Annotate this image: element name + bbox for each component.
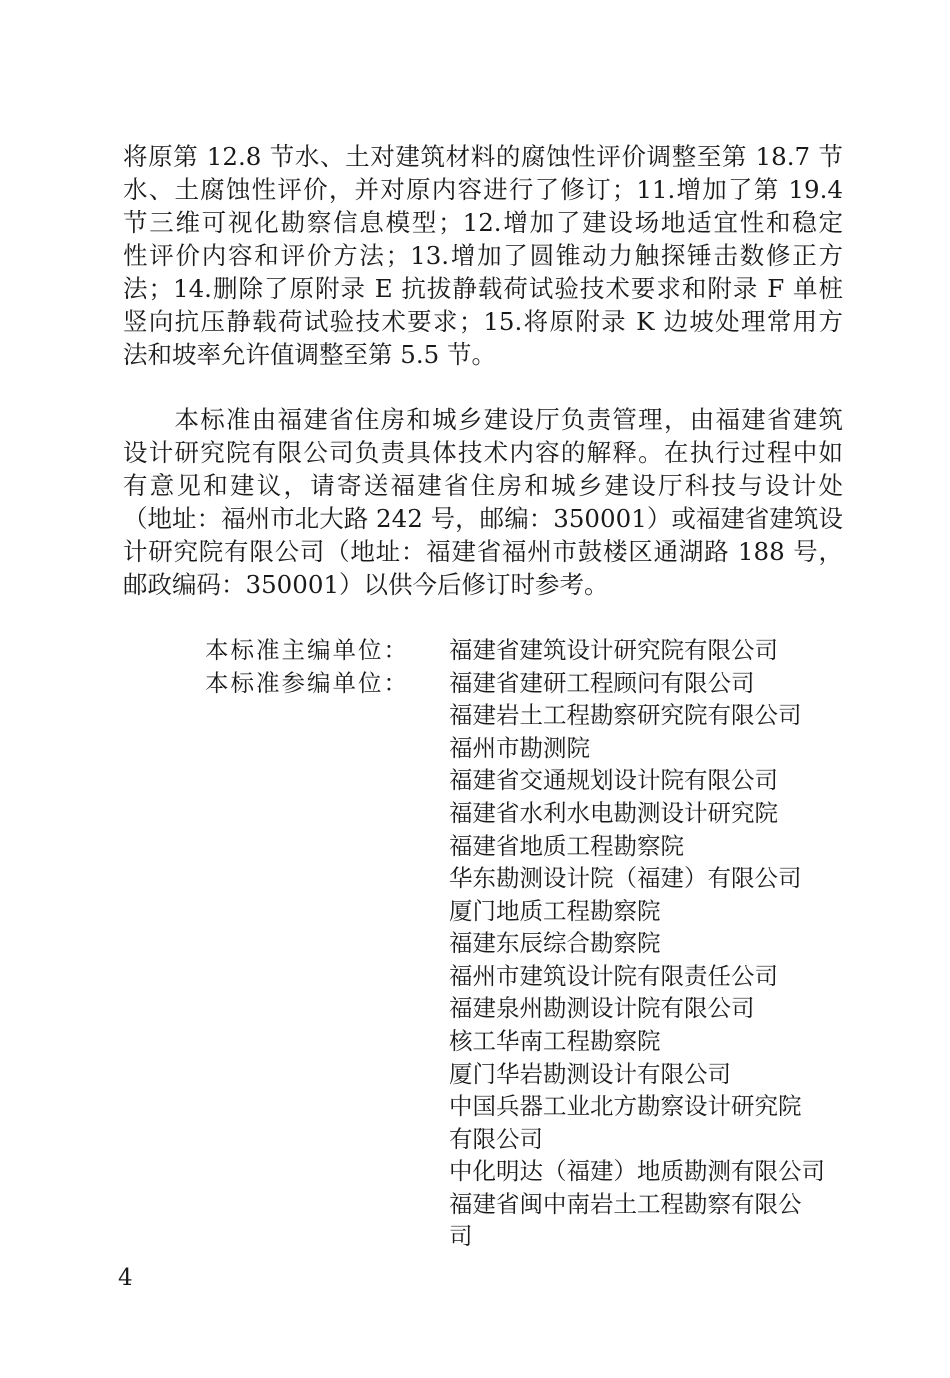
participating-unit: 福建省地质工程勘察院 bbox=[449, 832, 684, 860]
paragraph-2-line: 设计研究院有限公司负责具体技术内容的解释。在执行过程中如 bbox=[123, 438, 843, 467]
participating-unit: 核工华南工程勘察院 bbox=[449, 1027, 661, 1055]
participating-unit: 厦门华岩勘测设计有限公司 bbox=[449, 1060, 731, 1088]
participating-unit: 福建省水利水电勘测设计研究院 bbox=[449, 799, 778, 827]
paragraph-1-line: 法和坡率允许值调整至第 5.5 节。 bbox=[123, 340, 497, 369]
page-number: 4 bbox=[118, 1265, 133, 1291]
paragraph-1-line: 性评价内容和评价方法；13.增加了圆锥动力触探锤击数修正方 bbox=[123, 241, 843, 270]
chief-unit: 福建省建筑设计研究院有限公司 bbox=[449, 636, 778, 664]
participating-unit: 福建岩土工程勘察研究院有限公司 bbox=[449, 701, 802, 729]
paragraph-1-line: 节三维可视化勘察信息模型；12.增加了建设场地适宜性和稳定 bbox=[123, 208, 843, 237]
participating-unit: 福州市勘测院 bbox=[449, 734, 590, 762]
participating-unit: 厦门地质工程勘察院 bbox=[449, 897, 661, 925]
participating-unit: 司 bbox=[449, 1222, 473, 1250]
paragraph-1-line: 水、土腐蚀性评价，并对原内容进行了修订；11.增加了第 19.4 bbox=[123, 175, 843, 204]
participating-unit: 中国兵器工业北方勘察设计研究院 bbox=[449, 1092, 802, 1120]
participating-unit: 福建东辰综合勘察院 bbox=[449, 929, 661, 957]
paragraph-1-line: 将原第 12.8 节水、土对建筑材料的腐蚀性评价调整至第 18.7 节 bbox=[123, 142, 843, 171]
participating-unit: 华东勘测设计院（福建）有限公司 bbox=[449, 864, 802, 892]
paragraph-2-line: （地址：福州市北大路 242 号，邮编：350001）或福建省建筑设 bbox=[123, 504, 843, 533]
paragraph-1-line: 法；14.删除了原附录 E 抗拔静载荷试验技术要求和附录 F 单桩 bbox=[123, 274, 843, 303]
paragraph-1-line: 竖向抗压静载荷试验技术要求；15.将原附录 K 边坡处理常用方 bbox=[123, 307, 843, 336]
participating-unit: 福州市建筑设计院有限责任公司 bbox=[449, 962, 778, 990]
participating-unit: 福建省闽中南岩土工程勘察有限公 bbox=[449, 1190, 802, 1218]
paragraph-2-line: 邮政编码：350001）以供今后修订时参考。 bbox=[123, 570, 609, 599]
chief-unit-label: 本标准主编单位： bbox=[205, 636, 409, 664]
participating-unit: 福建泉州勘测设计院有限公司 bbox=[449, 994, 755, 1022]
paragraph-2-line: 有意见和建议，请寄送福建省住房和城乡建设厅科技与设计处 bbox=[123, 471, 843, 500]
paragraph-2-line: 计研究院有限公司（地址：福建省福州市鼓楼区通湖路 188 号， bbox=[123, 537, 843, 566]
participating-unit: 福建省交通规划设计院有限公司 bbox=[449, 766, 778, 794]
participating-unit: 中化明达（福建）地质勘测有限公司 bbox=[449, 1157, 825, 1185]
participating-units-label: 本标准参编单位： bbox=[205, 669, 409, 697]
participating-unit: 有限公司 bbox=[449, 1125, 543, 1153]
participating-unit: 福建省建研工程顾问有限公司 bbox=[449, 669, 755, 697]
paragraph-2-line: 本标准由福建省住房和城乡建设厅负责管理，由福建省建筑 bbox=[123, 405, 843, 434]
